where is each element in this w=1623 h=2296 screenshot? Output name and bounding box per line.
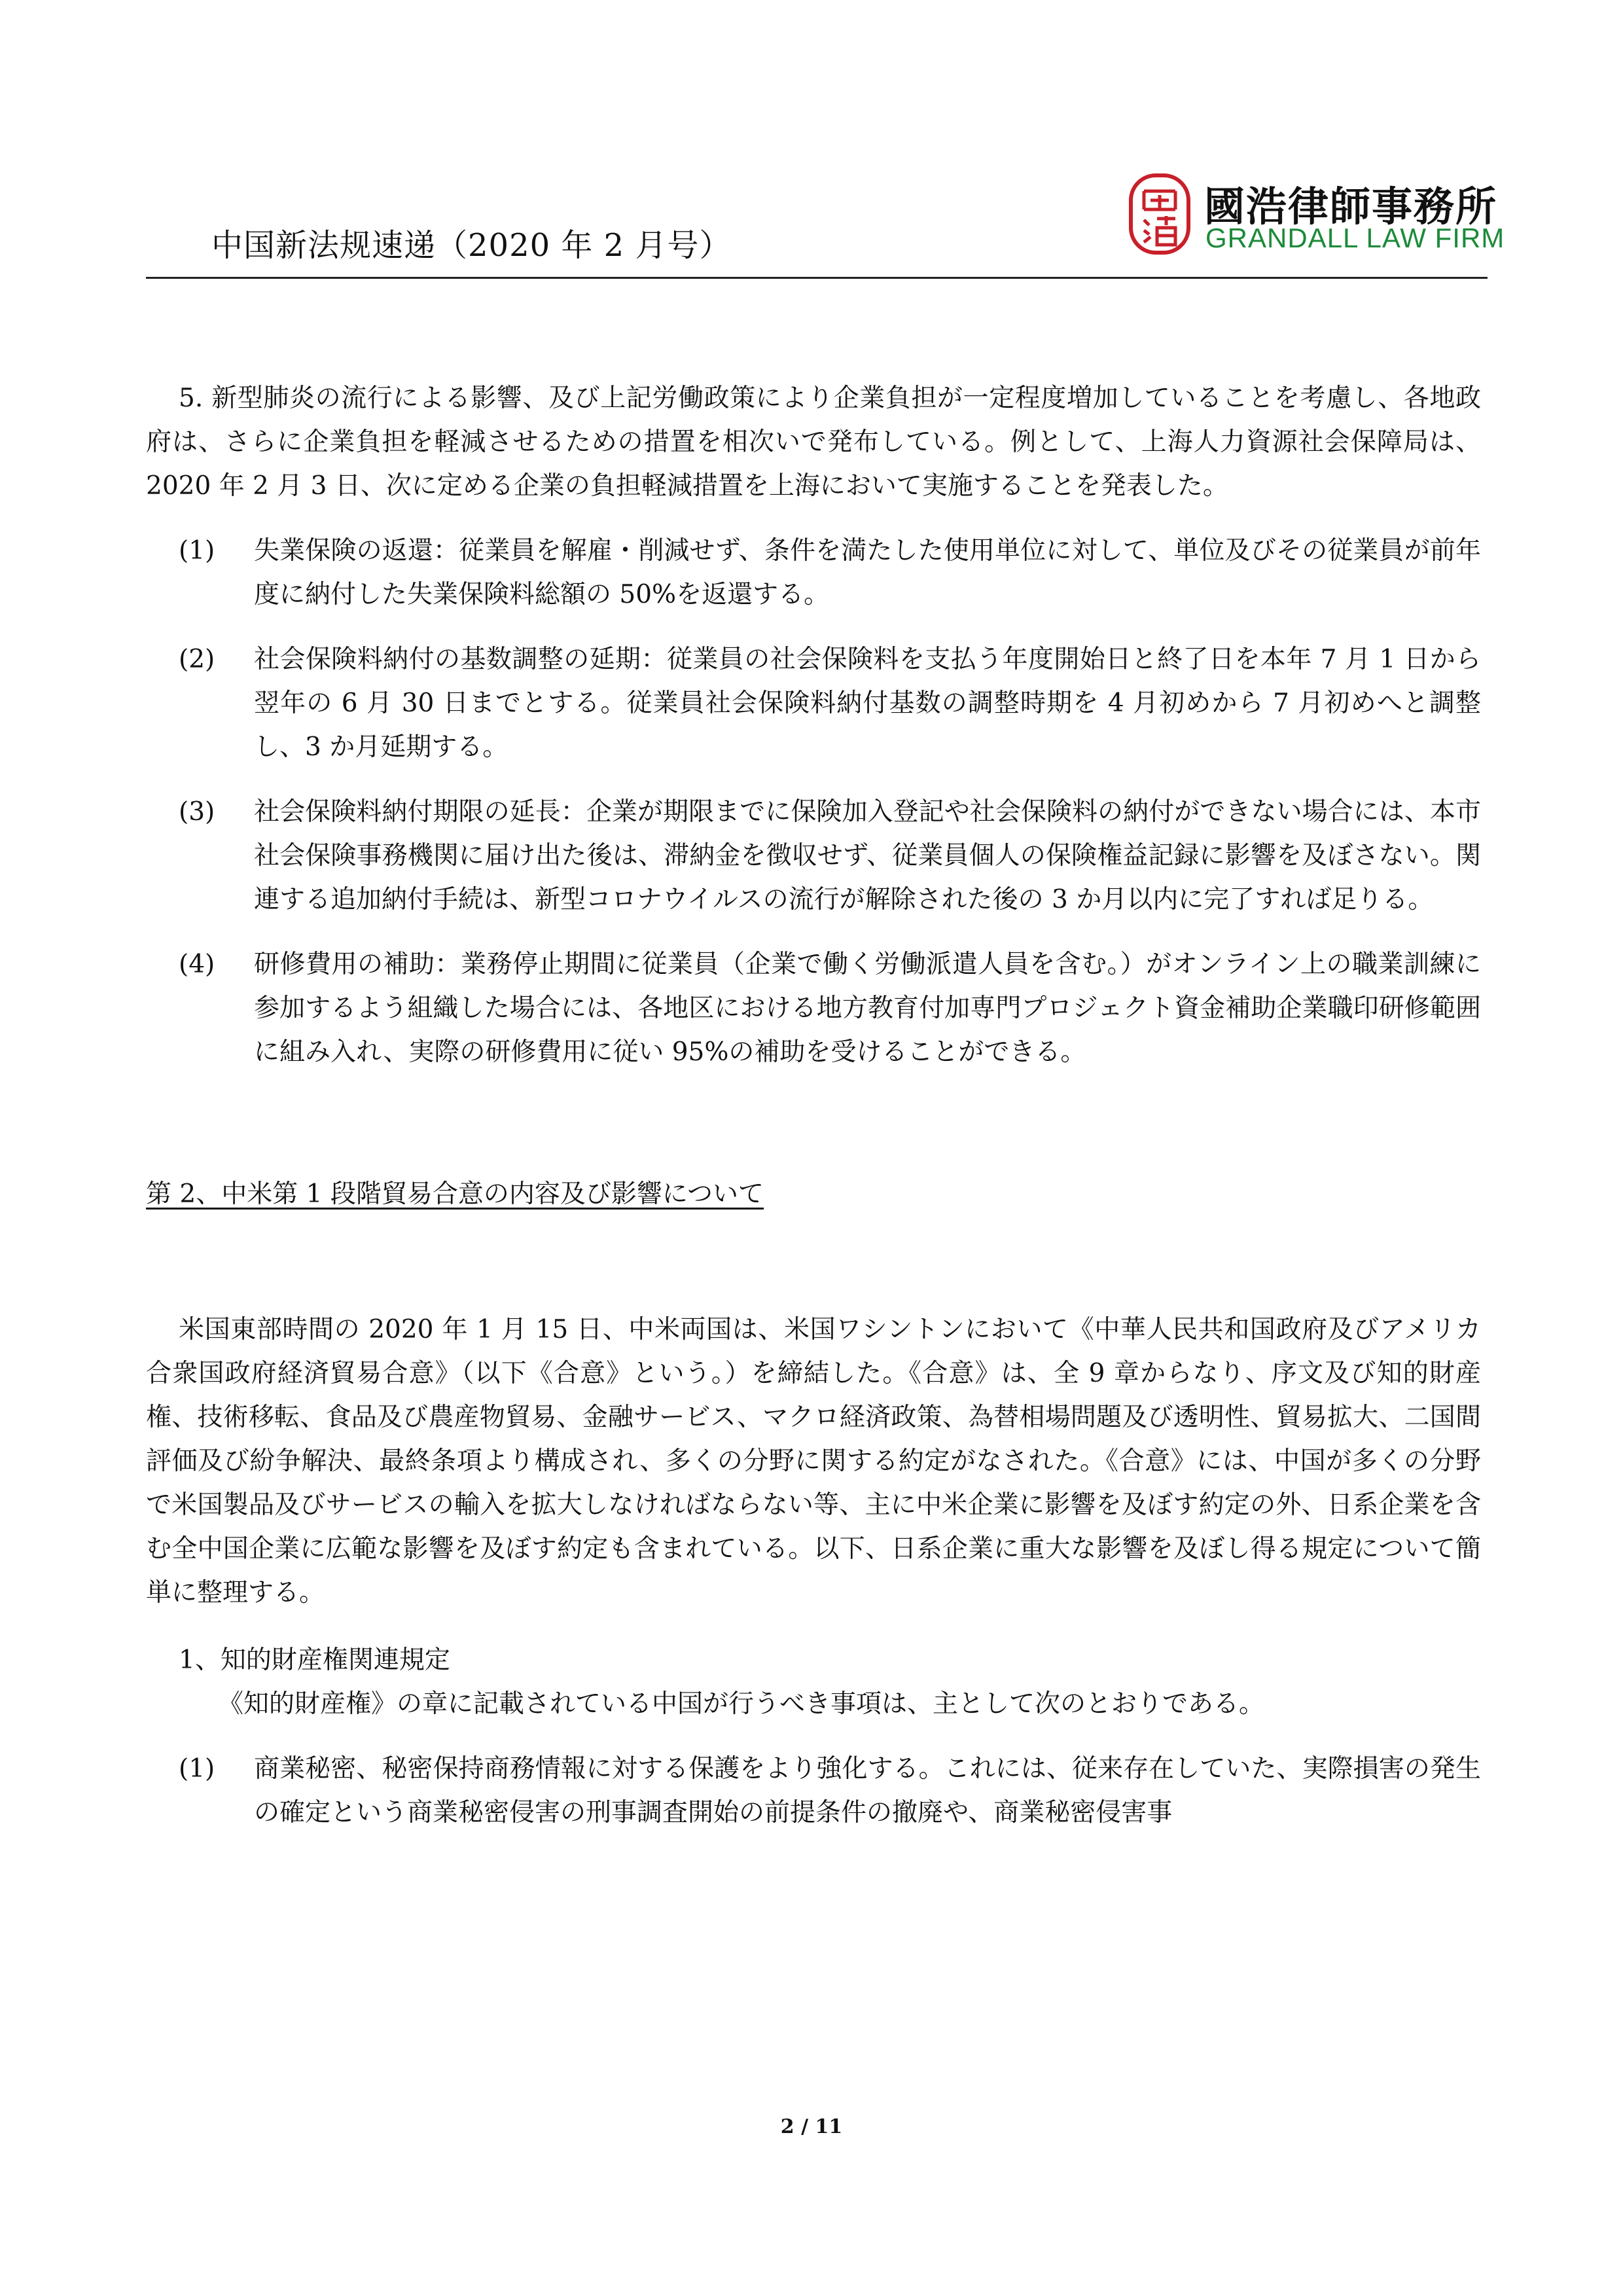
ip-item-text: 商業秘密、秘密保持商務情報に対する保護をより強化する。これには、従来存在していた、実際損害の発生の確定という商業秘密侵害の刑事調査開始の前提条件の撤廃や、商業秘密侵害事 — [254, 1754, 1481, 1827]
firm-logo — [1124, 171, 1505, 257]
firm-name-cn: 國浩律師事務所 — [1204, 183, 1498, 230]
body-content — [146, 376, 1481, 1835]
section-2-paragraph: 米国東部時間の 2020 年 1 月 15 日、中米両国は、米国ワシントンにおいて《中華人民共和国政府及びアメリカ合衆国政府経済貿易合意》（以下《合意》という。）を締結した。《合意》は、全 9 章からなり、序文及び知的財産権、技術移転、食品及び農産物貿易、金融サービス、マクロ経済政策、為替相場問題及び透明性、貿易拡大、二国間評価及び紛争解決、最終条項より構成され、多くの分野に関する約定がなされた。《合意》には、中国が多くの分野で米国製品及びサービスの輸入を拡大しなければならない等、主に中米企業に影響を及ぼす約定の外、日系企業を含む全中国企業に広範な影響を及ぼす約定も含まれている。以下、日系企業に重大な影響を及ぼし得る規定について簡単に整理する。 — [146, 1315, 1481, 1607]
measure-text: 社会保険料納付の基数調整の延期：従業員の社会保険料を支払う年度開始日と終了日を本年 7 月 1 日から翌年の 6 月 30 日までとする。従業員社会保険料納付基数の調整時期を 4 月初めから 7 月初めへと調整し、3 か月延期する。 — [254, 645, 1481, 762]
measure-number: (1) — [179, 536, 215, 565]
ip-heading: 1、知的財産権関連規定 — [179, 1645, 450, 1675]
measure-text: 研修費用の補助：業務停止期間に従業員（企業で働く労働派遣人員を含む。）がオンライン上の職業訓練に参加するよう組織した場合には、各地区における地方教育付加専門プロジェクト資金補助企業職印研修範囲に組み入れ、実際の研修費用に従い 95%の補助を受けることができる。 — [254, 950, 1481, 1067]
ip-item — [146, 1747, 1481, 1835]
measure-text: 失業保険の返還：従業員を解雇・削減せず、条件を満たした使用単位に対して、単位及びその従業員が前年度に納付した失業保険料総額の 50%を返還する。 — [254, 536, 1481, 609]
paragraph-5: 5. 新型肺炎の流行による影響、及び上記労働政策により企業負担が一定程度増加していることを考慮し、各地政府は、さらに企業負担を軽減させるための措置を相次いで発布している。例として、上海人力資源社会保障局は、2020 年 2 月 3 日、次に定める企業の負担軽減措置を上海において実施することを発表した。 — [146, 384, 1481, 501]
measure-number: (4) — [179, 950, 215, 979]
measure-item — [146, 790, 1481, 922]
measure-text: 社会保険料納付期限の延長：企業が期限までに保険加入登記や社会保険料の納付ができない場合には、本市社会保険事務機関に届け出た後は、滞納金を徴収せず、従業員個人の保険権益記録に影響を及ぼさない。関連する追加納付手続は、新型コロナウイルスの流行が解除された後の 3 か月以内に完了すれば足りる。 — [254, 797, 1481, 914]
section-2-heading: 第 2、中米第 1 段階貿易合意の内容及び影響について — [146, 1179, 764, 1209]
header-divider — [146, 277, 1488, 279]
ip-intro: 《知的財産権》の章に記載されている中国が行うべき事項は、主として次のとおりである。 — [218, 1689, 1265, 1719]
page-header — [146, 164, 1505, 281]
page-number: 2 / 11 — [780, 2115, 843, 2138]
measure-item — [146, 637, 1481, 769]
measure-item — [146, 529, 1481, 617]
header-title: 中国新法规速递（2020 年 2 月号） — [211, 227, 732, 264]
measure-number: (2) — [179, 645, 215, 674]
firm-name-en: GRANDALL LAW FIRM — [1205, 223, 1505, 253]
measure-number: (3) — [179, 797, 215, 827]
ip-item-number: (1) — [179, 1754, 215, 1784]
measure-item — [146, 942, 1481, 1074]
red-seal-icon — [1124, 171, 1195, 257]
